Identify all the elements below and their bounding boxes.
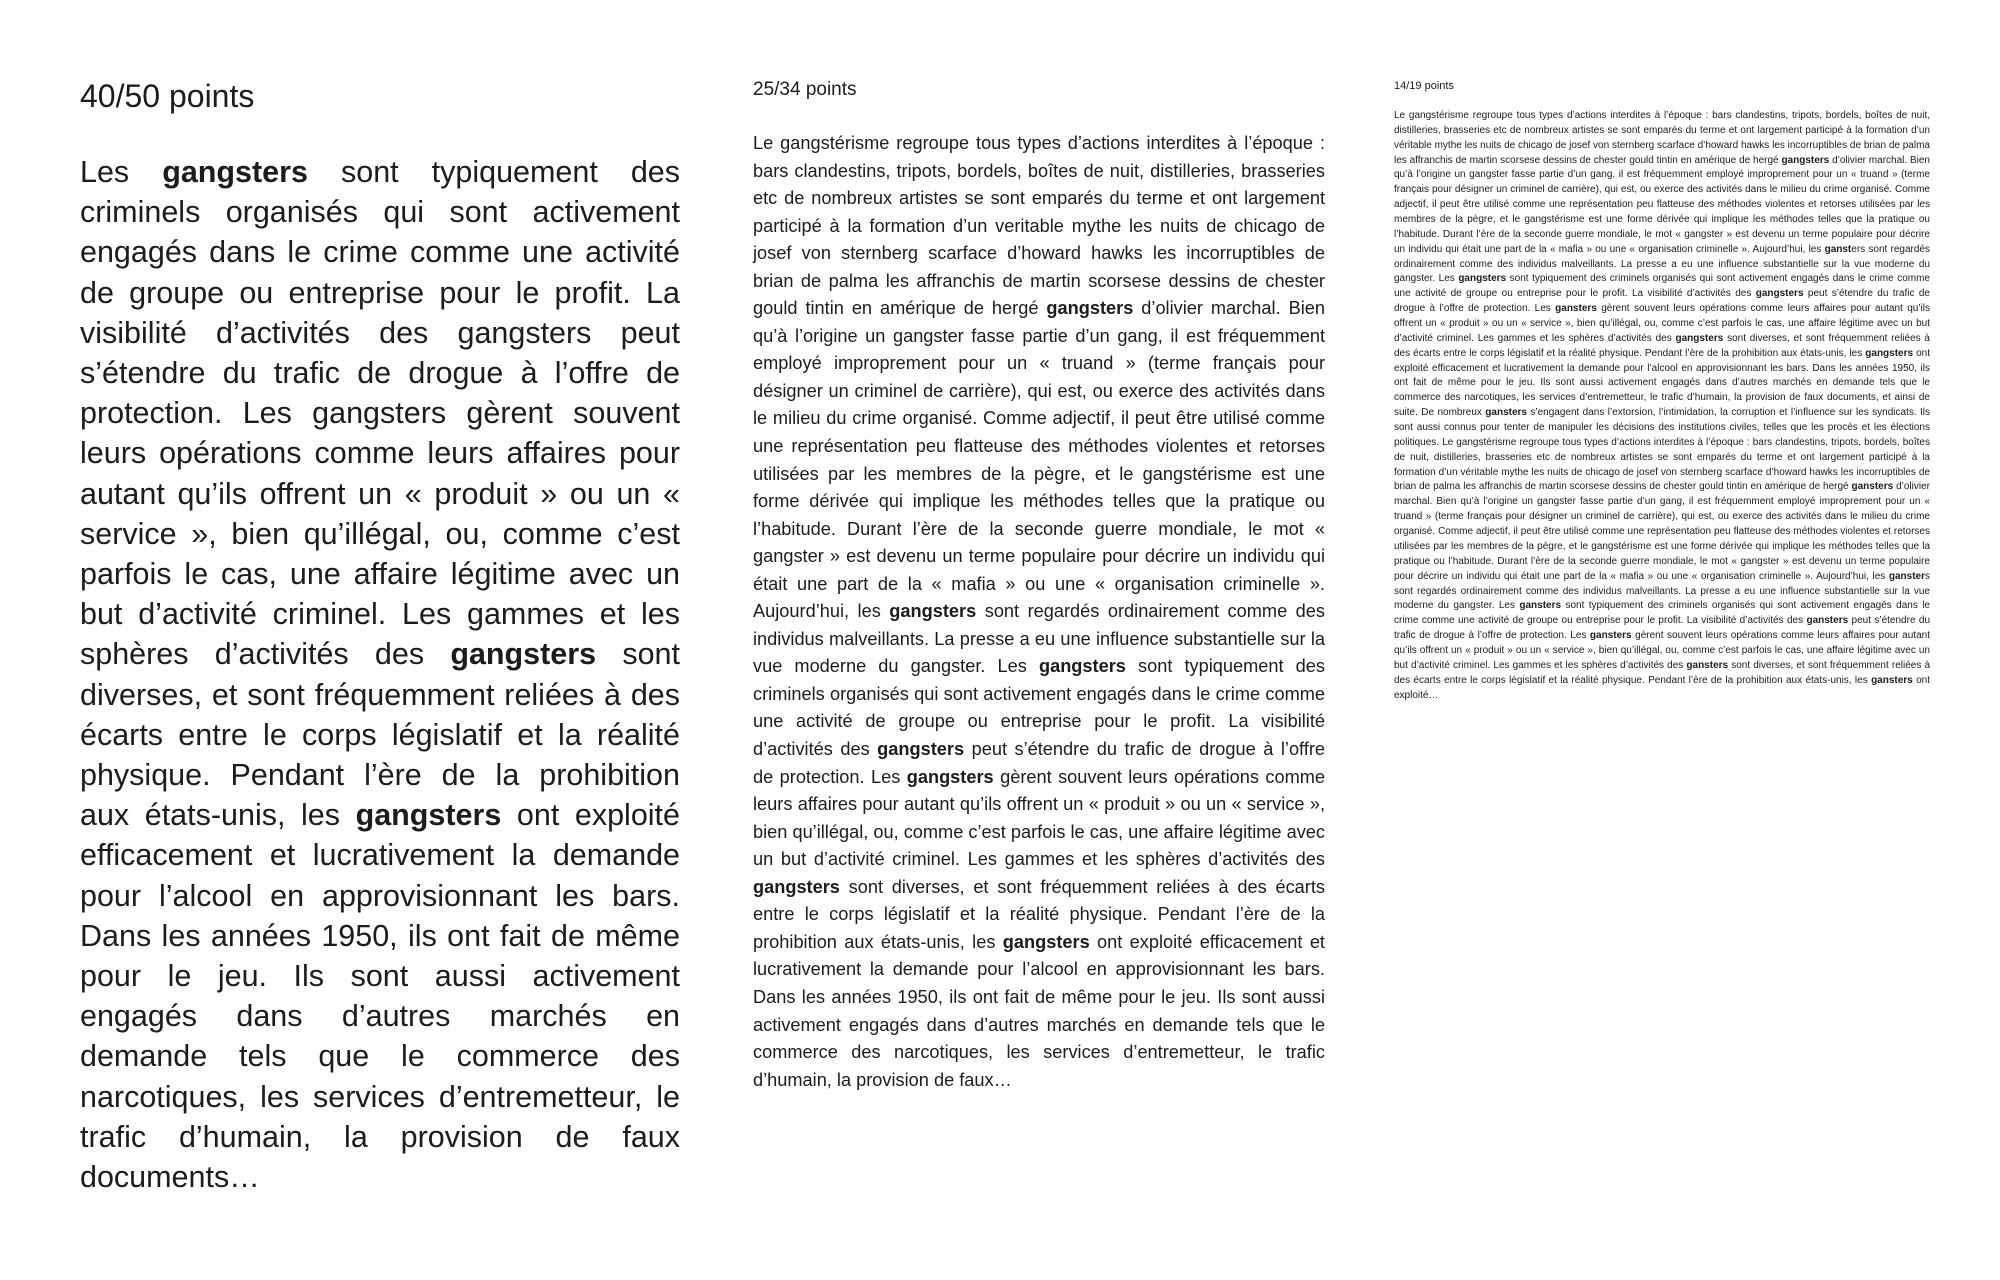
text-run: sont regardés ordinairement comme des individus malveillants. La presse a eu une influence substantielle sur la vue moderne du gangster. Les — [753, 601, 1325, 677]
emphasized-word: gangsters — [906, 766, 994, 787]
text-run: gèrent souvent leurs opérations comme leurs affaires pour autant qu’ils offrent un « produit » ou un « service », bien qu’illégal, ou, comme c’est parfois le cas, une affaire légitime avec un but d’activité criminel. Les gammes et les sphères d’activités des — [1394, 630, 1930, 671]
emphasized-word: ganster — [1888, 570, 1925, 582]
text-run: peut s’étendre du trafic de drogue à l’offre de protection. Les — [1394, 615, 1931, 642]
text-run: sont typiquement des criminels organisés qui sont activement engagés dans le crime comme une activité de groupe ou entreprise pour le profit. La visibilité d’activités des — [1394, 600, 1930, 627]
text-run: ont exploité… — [1394, 674, 1930, 701]
text-run: sont typiquement des criminels organisés qui sont activement engagés dans le crime comme une activité de groupe ou entreprise pour le profit. La visibilité d’activités des — [1394, 273, 1930, 300]
text-run: gèrent souvent leurs opérations comme leurs affaires pour autant qu’ils offrent un « produit » ou un « service », bien qu’illégal, ou, comme c’est parfois le cas, une affaire légitime avec un but d’activité criminel. Les gammes et les sphères d’activités des — [753, 766, 1326, 870]
specimen-paragraph — [753, 130, 1325, 1094]
text-run: Les — [80, 155, 163, 189]
emphasized-word: gangsters — [753, 876, 840, 897]
emphasized-word: gangsters — [162, 155, 308, 189]
text-run: ers sont regardés ordinairement comme des individus malveillants. La presse a eu une influence substantielle sur la vue moderne du gangster. Les — [1394, 243, 1930, 285]
emphasized-word: gangsters — [1002, 931, 1090, 952]
text-run: ont exploité efficacement et lucrativement la demande pour l’alcool en approvisionnant les bars. Dans les années 1950, ils ont fait de même pour le jeu. Ils sont aussi activement engagés dans d’autres marchés en demande tels que le commerce des narcotiques, les services d’entremetteur, le trafic d’humain, la provision de faux documents… — [80, 798, 680, 1195]
point-size-label: 14/19 points — [1394, 80, 1454, 92]
text-run: sont typiquement des criminels organisés qui sont activement engagés dans le crime comme une activité de groupe ou entreprise pour le profit. La visibilité d’activités des — [753, 656, 1325, 760]
text-run: d’olivier marchal. Bien qu’à l’origine un gangster fasse partie d’un gang, il est fréquemment employé improprement pour un « truand » (terme français pour désigner un criminel de carrière), qui est, ou exerce des activités dans le milieu du crime organisé. Comme adjectif, il peut être utilisé comme une représentation peu flatteuse des méthodes violentes et retorses utilisées par les membres de la pègre, et le gangstérisme est une forme dérivée qui implique les méthodes telles que la pratique ou l’habitude. Durant l’ère de la seconde guerre mondiale, le mot « gangster » est devenu un terme populaire pour décrire un individu qui était une part de la « mafia » ou une « organisation criminelle ». Aujourd’hui, les — [753, 298, 1325, 622]
emphasized-word: gansters — [1871, 674, 1913, 686]
text-run: ont exploité efficacement et lucrativement la demande pour l’alcool en approvisionnant les bars. Dans les années 1950, ils ont fait de même pour le jeu. Ils sont aussi activement engagés dans d’autres marchés en demande tels que le commerce des narcotiques, les services d’entremetteur, le trafic d’humain, la provision de faux… — [753, 931, 1325, 1090]
text-run: ont exploité efficacement et lucrativement la demande pour l’alcool en approvisionnant les bars. Dans les années 1950, ils ont fait de même pour le jeu. Ils sont aussi activement engagés dans d’autres marchés en demande tels que le commerce des narcotiques, les services d’entremetteur, le trafic d’humain, la provision de faux documents, et ainsi de suite. De nombreux — [1394, 347, 1930, 419]
emphasized-word: gansters — [1851, 481, 1894, 493]
text-run: peut s’étendre du trafic de drogue à l’offre de protection. Les — [1394, 288, 1930, 315]
specimen-paragraph — [1394, 109, 1930, 703]
text-run: Le gangstérisme regroupe tous types d’actions interdites à l’époque : bars clandestins, tripots, bordels, boîtes de nuit, distilleries, brasseries etc de nombreux artistes se sont emparés du terme et ont largement participé à la formation d’un véritable mythe les nuits de chicago de josef von sternberg scarface d’howard hawks les incorruptibles de brian de palma les affranchis de martin scorsese dessins de chester gould tintin en amérique de hergé — [1394, 110, 1930, 166]
text-run: d’olivier marchal. Bien qu’à l’origine un gangster fasse partie d’un gang, il est fréquemment employé improprement pour un « truand » (terme français pour désigner un criminel de carrière), qui est, ou exerce des activités dans le milieu du crime organisé. Comme adjectif, il peut être utilisé comme une représentation peu flatteuse des méthodes violentes et retorses utilisées par les membres de la pègre, et le gangstérisme est une forme dérivée qui implique les méthodes telles que la pratique ou l’habitude. Durant l’ère de la seconde guerre mondiale, le mot « gangster » est devenu un terme populaire pour décrire un individu qui était une part de la « mafia » ou une « organisation criminelle ». Aujourd’hui, les — [1394, 154, 1930, 255]
emphasized-word: gangsters — [1046, 298, 1134, 319]
emphasized-word: gangsters — [1865, 347, 1914, 359]
text-run: d’olivier marchal. Bien qu’à l’origine un gangster fasse partie d’un gang, il est fréquemment employé improprement pour un « truand » (terme français pour désigner un criminel de carrière), qui est, ou exerce des activités dans le milieu du crime organisé. Comme adjectif, il peut être utilisé comme une représentation peu flatteuse des méthodes violentes et retorses utilisées par les membres de la pègre, et le gangstérisme est une forme dérivée qui implique les méthodes telles que la pratique ou l’habitude. Durant l’ère de la seconde guerre mondiale, le mot « gangster » est devenu un terme populaire pour décrire un individu qui était une part de la « mafia » ou une « organisation criminelle ». Aujourd’hui, les — [1394, 481, 1930, 582]
emphasized-word: gansters — [1555, 303, 1597, 315]
text-run: peut s’étendre du trafic de drogue à l’offre de protection. Les — [753, 739, 1326, 787]
point-size-label: 40/50 points — [80, 78, 255, 114]
emphasized-word: gangsters — [1755, 288, 1804, 300]
emphasized-word: gangsters — [450, 637, 597, 672]
text-run: sont diverses, et sont fréquemment reliées à des écarts entre le corps législatif et la réalité physique. Pendant l’ère de la prohibition aux états-unis, les — [753, 876, 1325, 952]
emphasized-word: gansters — [1485, 407, 1527, 419]
text-run: gèrent souvent leurs opérations comme leurs affaires pour autant qu’ils offrent un « produit » ou un « service », bien qu’illégal, ou, comme c’est parfois le cas, une affaire légitime avec un but d’activité criminel. Les gammes et les sphères d’activités des — [1394, 303, 1930, 344]
specimen-paragraph — [80, 152, 680, 1197]
emphasized-word: gangsters — [355, 798, 502, 833]
text-run: Le gangstérisme regroupe tous types d’actions interdites à l’époque : bars clandestins, tripots, bordels, boîtes de nuit, distilleries, brasseries etc de nombreux artistes se sont emparés du terme et ont largement participé à la formation d’un veritable mythe les nuits de chicago de josef von sternberg scarface d’howard hawks les incorruptibles de brian de palma les affranchis de martin scorsese dessins de chester gould tintin en amérique de hergé — [753, 133, 1325, 319]
emphasized-word: gansters — [1519, 600, 1562, 612]
emphasized-word: gangsters — [1781, 154, 1830, 166]
emphasized-word: gansters — [1806, 615, 1849, 627]
point-size-label: 25/34 points — [753, 79, 857, 100]
text-run: sont typiquement des criminels organisés qui sont activement engagés dans le crime comme une activité de groupe ou entreprise pour le profit. La visibilité d’activités des gangsters peut s’étendre du trafic de drogue à l’offre de protection. Les gangsters gèrent souvent leurs opérations comme leurs affaires pour autant qu’ils offrent un « produit » ou un « service », bien qu’illégal, ou, comme c’est parfois le cas, une affaire légitime avec un but d’activité criminel. Les gammes et les sphères d’activités des — [80, 155, 681, 672]
text-run: sont diverses, et sont fréquemment reliées à des écarts entre le corps législatif et la réalité physique. Pendant l’ère de la prohibition aux états-unis, les — [1394, 659, 1931, 686]
emphasized-word: ganst — [1824, 243, 1852, 255]
emphasized-word: gangsters — [877, 739, 965, 760]
emphasized-word: gangsters — [1038, 656, 1126, 677]
text-run: sont diverses, et sont fréquemment reliées à des écarts entre le corps législatif et la réalité physique. Pendant l’ère de la prohibition aux états-unis, les — [80, 637, 680, 833]
emphasized-word: gangsters — [1458, 273, 1507, 285]
emphasized-word: gansters — [1686, 659, 1729, 671]
emphasized-word: gangsters — [1675, 332, 1724, 344]
text-run: s’engagent dans l’extorsion, l’intimidation, la corruption et l’influence sur les syndicats. Ils sont aussi connus pour tenter de manipuler les décisions des institutions civiles, telles que les procès et les élections politiques. Le gangstérisme regroupe tous types d’actions interdites à l’époque : bars clandestins, tripots, bordels, boîtes de nuit, distilleries, brasseries etc de nombreux artistes se sont emparés du terme et ont largement participé à la formation d’un véritable mythe les nuits de chicago de josef von sternberg scarface d’howard hawks les incorruptibles de brian de palma les affranchis de martin scorsese dessins de chester gould tintin en amérique de hergé — [1394, 407, 1930, 493]
emphasized-word: gangsters — [889, 601, 977, 622]
text-run: sont diverses, et sont fréquemment reliées à des écarts entre le corps législatif et la réalité physique. Pendant l’ère de la prohibition aux états-unis, les — [1394, 332, 1930, 359]
text-run: s sont regardés ordinairement comme des individus malveillants. La presse a eu une influence substantielle sur la vue moderne du gangster. Les — [1394, 570, 1930, 612]
emphasized-word: gansters — [1589, 630, 1632, 642]
